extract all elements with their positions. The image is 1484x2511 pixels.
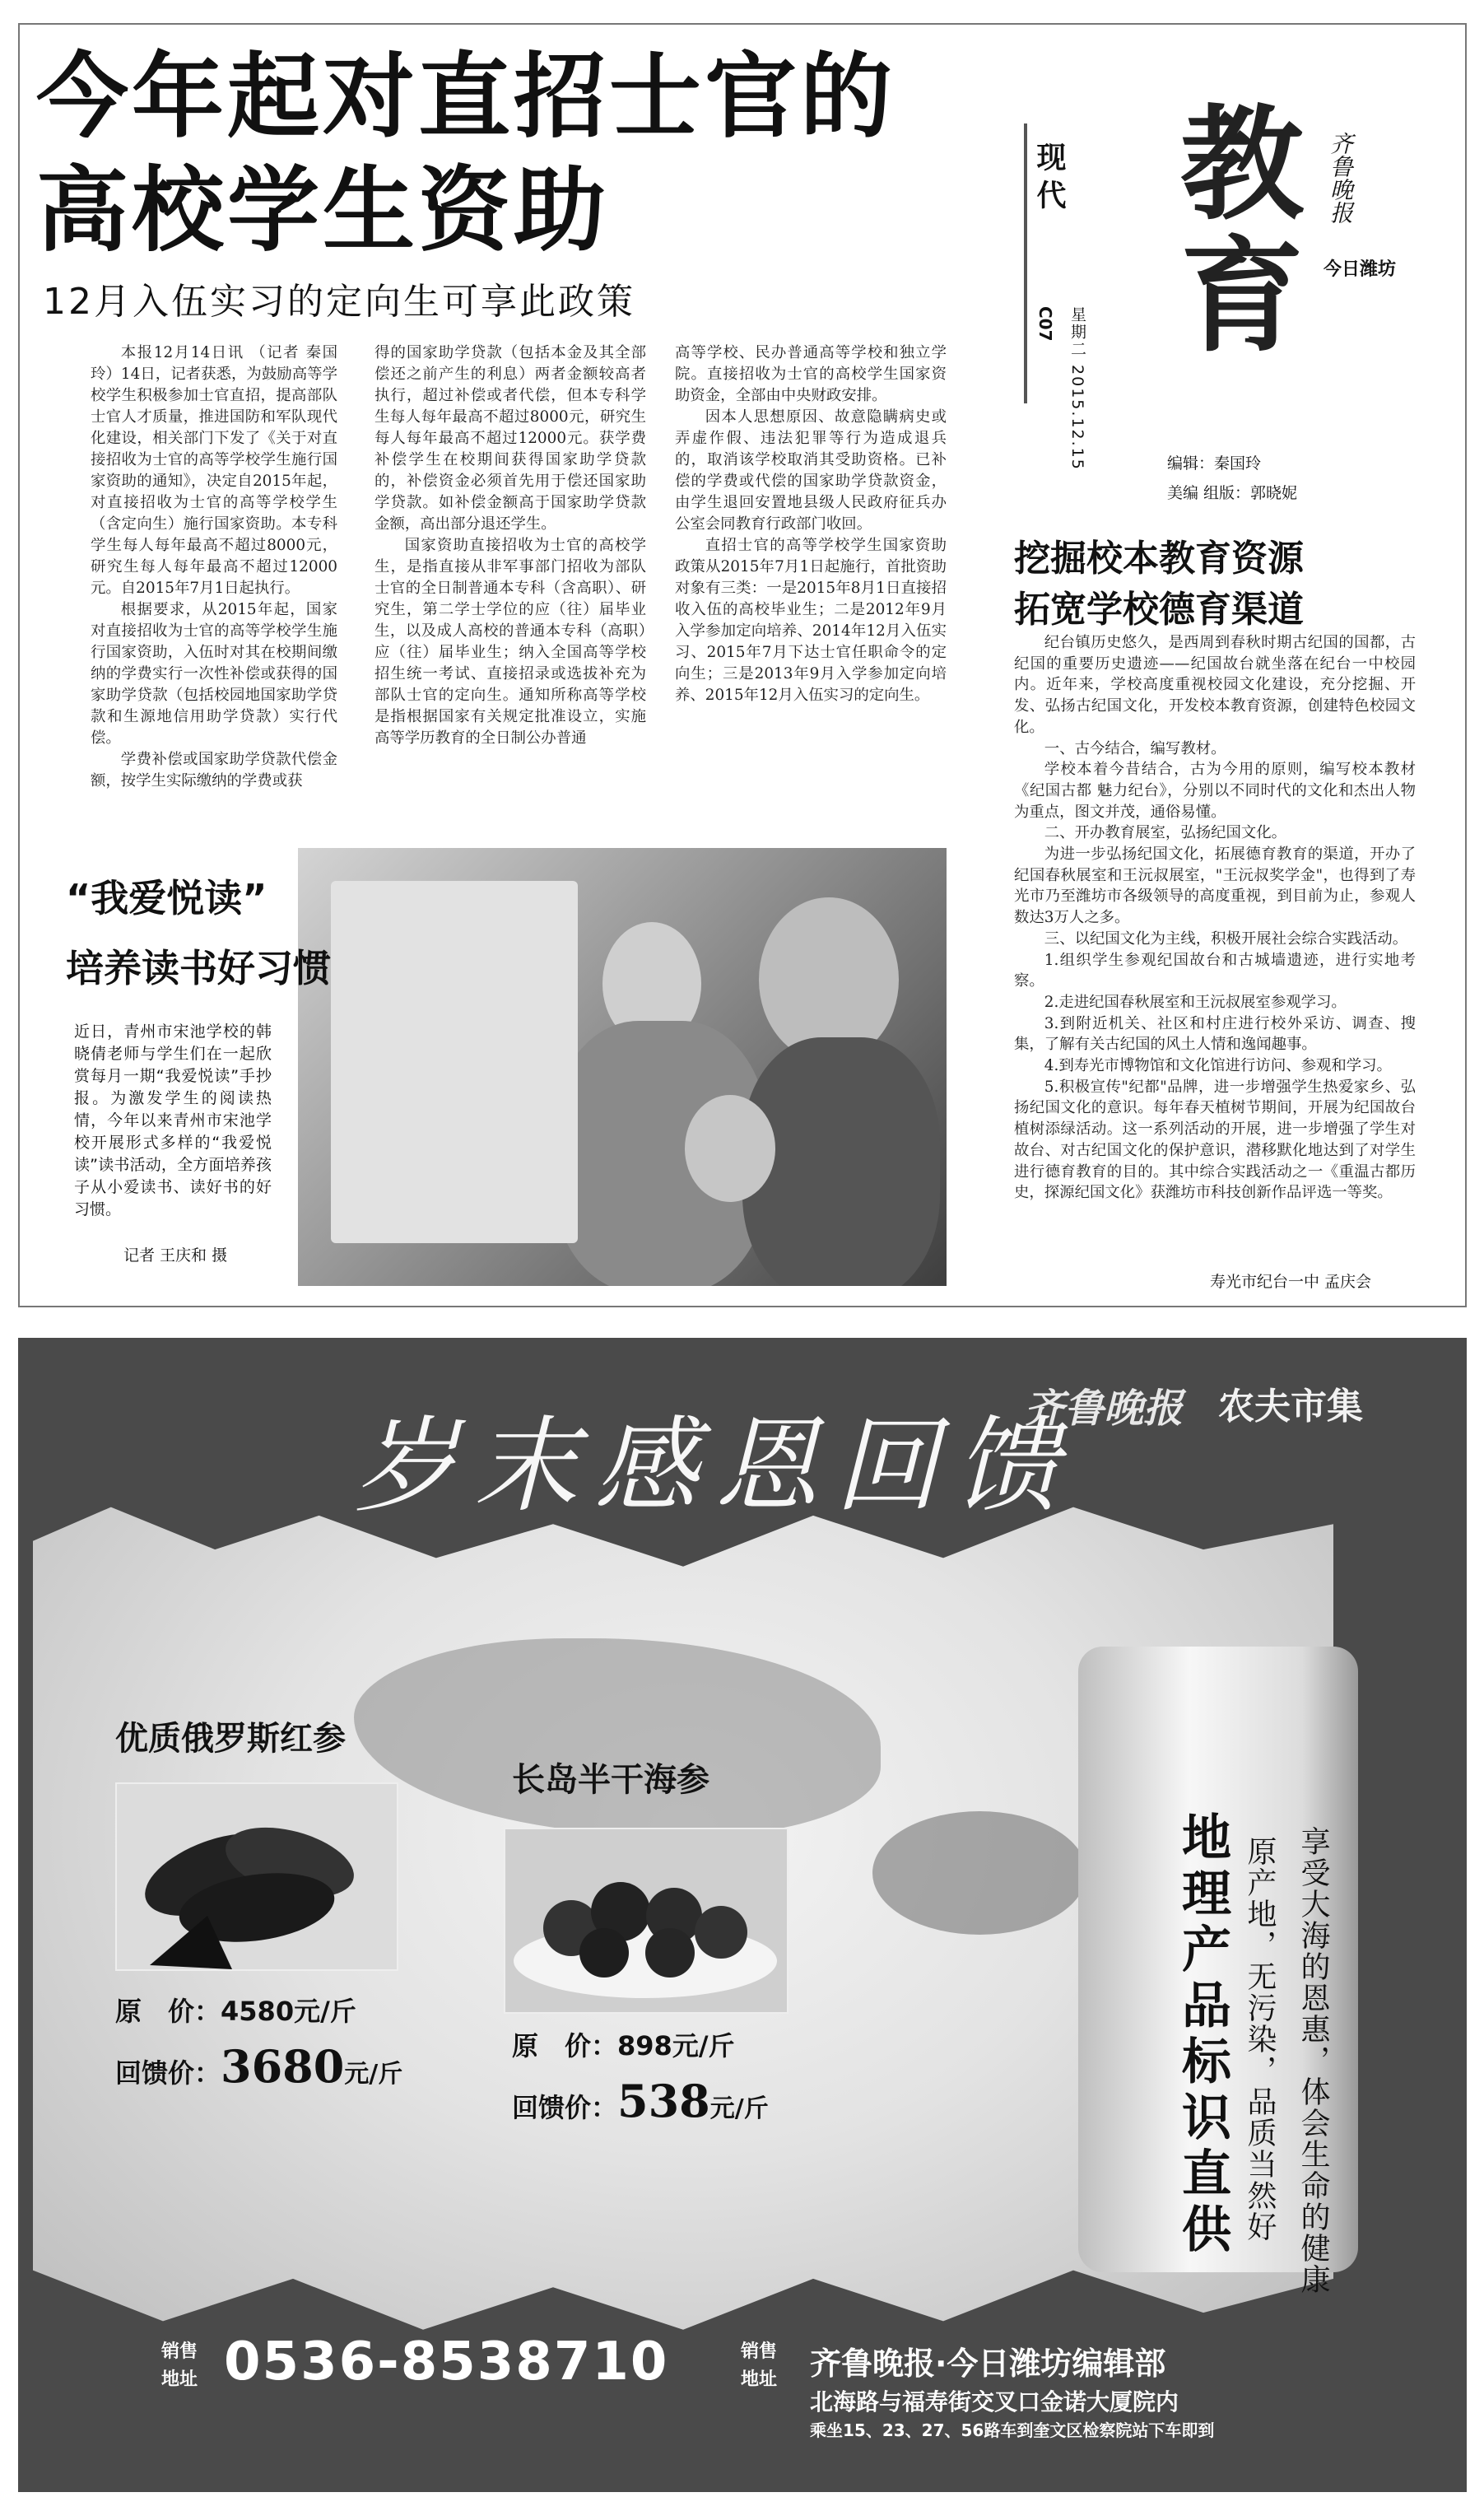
article-column-2 bbox=[374, 342, 646, 812]
product-1-image bbox=[115, 1782, 398, 1971]
photo-credit: 记者 王庆和 摄 bbox=[123, 1246, 228, 1265]
sale-unit: 元/斤 bbox=[709, 2094, 769, 2123]
price-label: 原 价： bbox=[512, 2030, 618, 2061]
page-code: C07 bbox=[1035, 306, 1055, 342]
product-2-name: 长岛半干海参 bbox=[512, 1761, 709, 1799]
section-title: 教育 bbox=[1159, 99, 1302, 362]
ad-market-logo: 农夫市集 bbox=[1218, 1386, 1363, 1428]
article-2-title-line-2: 拓宽学校德育渠道 bbox=[1014, 589, 1304, 631]
paragraph: 2.走进纪国春秋展室和王沅叔展室参观学习。 bbox=[1044, 993, 1347, 1011]
weekday: 星期二 bbox=[1068, 306, 1086, 358]
sales-label-top: 销售 bbox=[161, 2341, 198, 2362]
address-label-bottom: 地址 bbox=[741, 2369, 778, 2390]
editor-credit: 编辑：秦国玲 bbox=[1167, 454, 1262, 473]
headline-line-1: 今年起对直招士官的 bbox=[36, 44, 896, 151]
ad-newspaper-logo: 齐鲁晚报 bbox=[1025, 1386, 1184, 1432]
photo-story-title-line-2: 培养读书好习惯 bbox=[66, 946, 331, 990]
paragraph: 1.组织学生参观纪国故台和古城墙遗迹，进行实地考察。 bbox=[1014, 951, 1416, 990]
date: 2015.12.15 bbox=[1068, 365, 1086, 471]
paragraph: 国家资助直接招收为士官的高校学生，是指直接从非军事部门招收为部队士官的全日制普通本专科（含高职）、研究生，第二学士学位的应（往）届毕业生，以及成人高校的普通本专科（高职）应（往）届毕业生；纳入全国高等学校招生统一考试、直接招录或选拔补充为部队士官的定向生。通知所称高等学校是指根据国家有关规定批准设立，实施高等学历教育的全日制公办普通 bbox=[374, 537, 646, 747]
price-label: 原 价： bbox=[115, 1996, 221, 2027]
issue-date bbox=[1067, 306, 1089, 471]
product-1-original-price bbox=[115, 1991, 356, 2029]
bus-directions: 乘坐15、23、27、56路车到奎文区检察院站下车即到 bbox=[810, 2420, 1215, 2440]
subheadline: 12月入伍实习的定向生可享此政策 bbox=[43, 281, 635, 323]
newspaper-logo: 齐鲁晚报 bbox=[1327, 132, 1354, 224]
price-unit: 元/斤 bbox=[294, 1996, 356, 2027]
sales-address: 北海路与福寿街交叉口金诺大厦院内 bbox=[810, 2388, 1179, 2415]
paragraph: 得的国家助学贷款（包括本金及其全部偿还之前产生的利息）两者金额较高者执行，超过补偿或者代偿，但本专科学生每人每年最高不超过8000元，研究生每人每年最高不超过12000元。获学费补偿学生在校期间获得国家助学贷款的，补偿资金必须首先用于偿还国家助学贷款。如补偿金额高于国家助学贷款金额，高出部分退还学生。 bbox=[374, 344, 646, 533]
paragraph: 直招士官的高等学校学生国家资助政策从2015年7月1日起施行，首批资助对象有三类：一是2015年8月1日直接招收入伍的高校毕业生；二是2012年9月入学参加定向培养、2014年12月入伍实习、2015年7月下达士官任职命令的定向生；三是2013年9月入学参加定向培养、2015年12月入伍实习的定向生。 bbox=[675, 537, 947, 704]
price-value: 898 bbox=[617, 2030, 672, 2061]
article-column-3 bbox=[675, 342, 947, 812]
article-2-byline: 寿光市纪台一中 孟庆会 bbox=[1210, 1273, 1372, 1291]
leaf-shadow bbox=[872, 1811, 1086, 1935]
photo-story-title-line-1: “我爱悦读” bbox=[66, 876, 267, 920]
classroom-photo bbox=[298, 848, 947, 1286]
article-2-body bbox=[1014, 632, 1416, 1266]
sales-organization: 齐鲁晚报·今日潍坊编辑部 bbox=[810, 2346, 1166, 2382]
paragraph: 学校本着今昔结合，古为今用的原则，编写校本教材《纪国古都 魅力纪台》，分别以不同时代的文化和杰出人物为重点，图文并茂，通俗易懂。 bbox=[1014, 761, 1416, 821]
paragraph: 高等学校、民办普通高等学校和独立学院。直接招收为士官的高校学生国家资助资金，全部由中央财政安排。 bbox=[675, 344, 947, 404]
ad-title: 岁末感恩回馈 bbox=[354, 1405, 1075, 1526]
photo-figure bbox=[685, 1095, 775, 1202]
sale-value: 538 bbox=[617, 2075, 710, 2127]
headline-line-2: 高校学生资助 bbox=[36, 157, 609, 264]
photo-caption: 近日，青州市宋池学校的韩晓倩老师与学生们在一起欣赏每月一期“我爱悦读”手抄报。为激发学生的阅读热情，今年以来青州市宋池学校开展形式多样的“我爱悦读”读书活动，全方面培养孩子从小爱读书、读好书的好习惯。 bbox=[74, 1023, 272, 1218]
product-2-original-price bbox=[512, 2025, 735, 2063]
masthead-divider bbox=[1024, 123, 1027, 403]
scroll-slogan-3: 地理产品标识直供 bbox=[1174, 1811, 1231, 2259]
address-label-top: 销售 bbox=[741, 2341, 778, 2362]
paragraph: 4.到寿光市博物馆和文化馆进行访问、参观和学习。 bbox=[1044, 1057, 1392, 1075]
scroll-slogan-1: 享受大海的恩惠，体会生命的健康 bbox=[1296, 1826, 1330, 2295]
article-2-title-line-1: 挖掘校本教育资源 bbox=[1014, 538, 1304, 580]
paragraph: 学费补偿或国家助学贷款代偿金额，按学生实际缴纳的学费或获 bbox=[91, 751, 337, 790]
city-edition: 今日潍坊 bbox=[1324, 259, 1397, 280]
paragraph: 三、以纪国文化为主线，积极开展社会综合实践活动。 bbox=[1044, 929, 1408, 948]
price-value: 4580 bbox=[221, 1996, 295, 2027]
sales-label bbox=[161, 2338, 198, 2394]
paragraph: 为进一步弘扬纪国文化，拓展德育教育的渠道，开办了纪国春秋展室和王沅叔展室，"王沅叔奖学金"，也得到了寿光市乃至潍坊市各级领导的高度重视，到目前为止，参观人数达3万人之多。 bbox=[1014, 846, 1416, 927]
paragraph: 纪台镇历史悠久，是西周到春秋时期古纪国的国都，古纪国的重要历史遗迹——纪国故台就坐落在纪台一中校园内。近年来，学校高度重视校园文化建设，充分挖掘、开发、弘扬古纪国文化，开发校本教育资源，创建特色校园文化。 bbox=[1014, 634, 1416, 736]
paragraph: 本报12月14日讯 （记者 秦国玲）14日，记者获悉，为鼓励高等学校学生积极参加士官直招，提高部队士官人才质量，推进国防和军队现代化建设，相关部门下发了《关于对直接招收为士官的高等学校学生施行国家资助的通知》，决定自2015年起，对直接招收为士官的高等学校学生（含定向生）施行国家资助。本专科学生每人每年最高不超过8000元，研究生每人每年最高不超过12000元。自2015年7月1日起执行。 bbox=[91, 344, 337, 597]
sale-label: 回馈价： bbox=[115, 2057, 221, 2089]
paragraph: 二、开办教育展室，弘扬纪国文化。 bbox=[1044, 824, 1287, 842]
product-1-sale-price bbox=[115, 2040, 402, 2093]
article-column-1 bbox=[91, 342, 337, 812]
price-unit: 元/斤 bbox=[672, 2030, 735, 2061]
sale-unit: 元/斤 bbox=[344, 2060, 403, 2089]
paragraph: 一、古今结合，编写教材。 bbox=[1044, 739, 1226, 757]
product-2-sale-price bbox=[512, 2075, 769, 2127]
sea-cucumber-plate-icon bbox=[505, 1829, 787, 2012]
sale-label: 回馈价： bbox=[512, 2092, 618, 2123]
sale-value: 3680 bbox=[221, 2040, 345, 2093]
sales-phone: 0536-8538710 bbox=[224, 2332, 669, 2392]
sales-label-bottom: 地址 bbox=[161, 2369, 198, 2390]
designer-credit: 美编 组版：郭晓妮 bbox=[1167, 484, 1298, 502]
paragraph: 根据要求，从2015年起，国家对直接招收为士官的高等学校学生施行国家资助，入伍时对其在校期间缴纳的学费实行一次性补偿或获得的国家助学贷款（包括校园地国家助学贷款和生源地信用助学贷款）实行代偿。 bbox=[91, 601, 337, 747]
paragraph: 5.积极宣传"纪都"品牌，进一步增强学生热爱家乡、弘扬纪国文化的意识。每年春天植树节期间，开展为纪国故台植树添绿活动。这一系列活动的开展，进一步增强了学生对故台、对古纪国文化的保护意识，潜移默化地达到了对学生进行德育教育的目的。其中综合实践活动之一《重温古都历史，探源纪国文化》获潍坊市科技创新作品评选一等奖。 bbox=[1014, 1078, 1416, 1202]
scroll-slogan-2: 原产地，无污染，品质当然好 bbox=[1243, 1836, 1277, 2243]
paragraph: 3.到附近机关、社区和村庄进行校外采访、调查、搜集，了解有关古纪国的风土人情和逸闻趣事。 bbox=[1014, 1014, 1416, 1054]
paragraph: 因本人思想原因、故意隐瞒病史或弄虚作假、违法犯罪等行为造成退兵的，取消该学校取消其受助资格。已补偿的学费或代偿的国家助学贷款资金，由学生退回安置地县级人民政府征兵办公室会同教育行政部门收回。 bbox=[675, 408, 947, 533]
photo-figure bbox=[331, 881, 578, 1243]
product-1-name: 优质俄罗斯红参 bbox=[115, 1720, 346, 1758]
section-edition: 现代 bbox=[1032, 142, 1066, 217]
address-label bbox=[741, 2338, 777, 2394]
sea-cucumber-icon bbox=[117, 1784, 397, 1969]
product-2-image bbox=[504, 1828, 789, 2014]
